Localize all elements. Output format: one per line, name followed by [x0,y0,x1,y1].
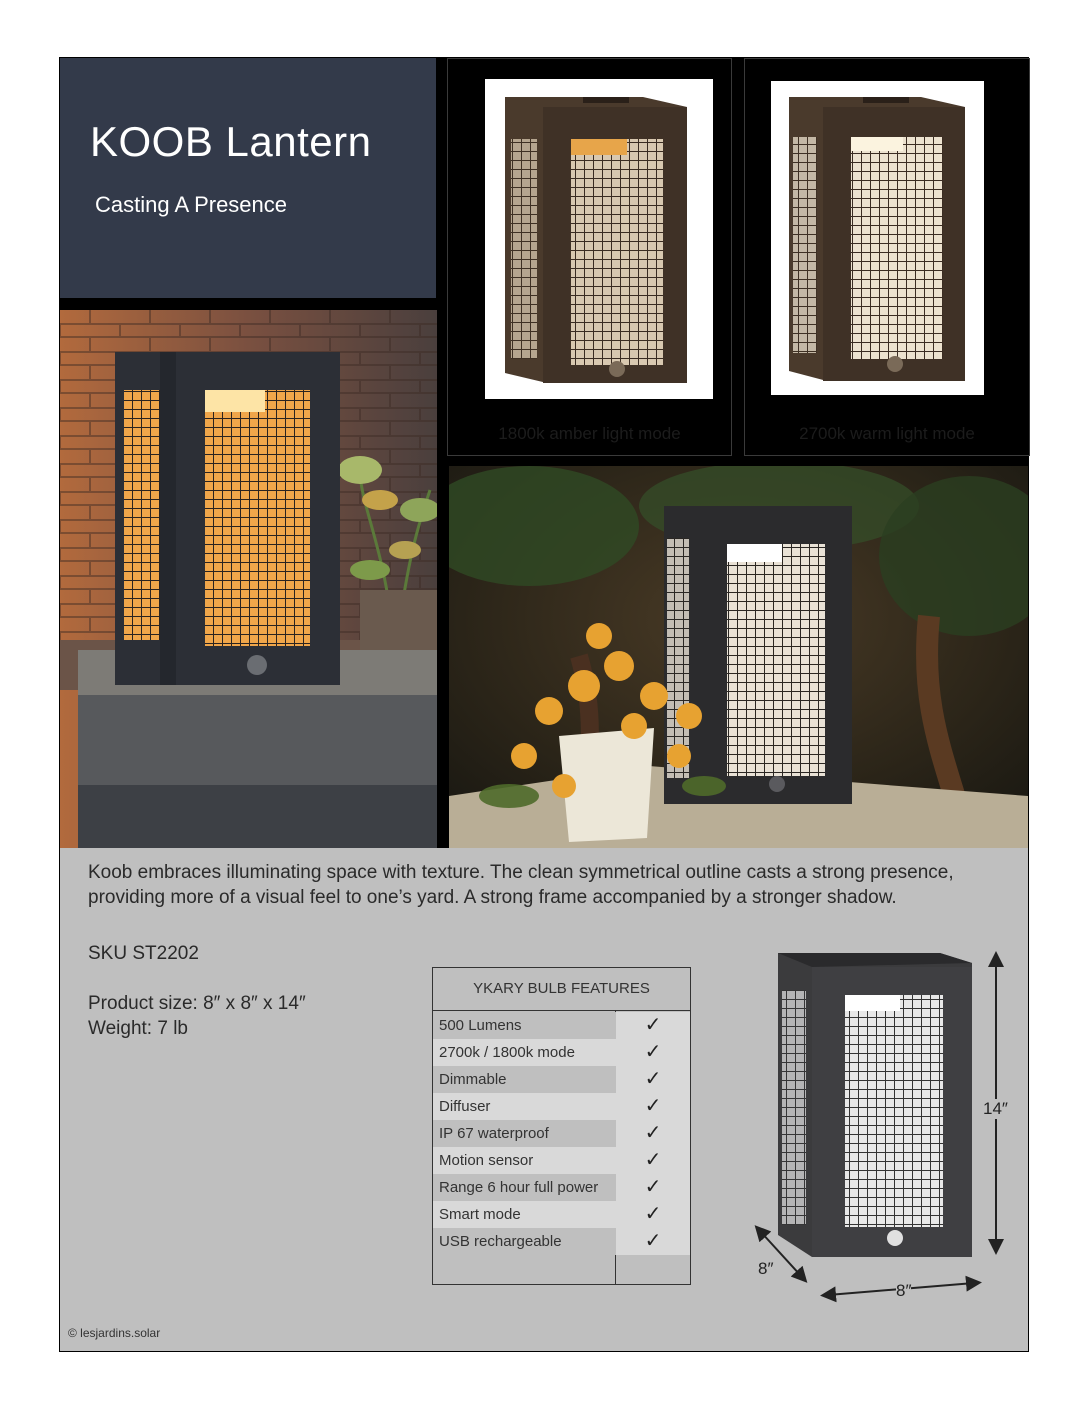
table-row [433,1174,690,1201]
weight-text: Weight: 7 lb [88,1018,188,1039]
width-label: 8″ [896,1281,912,1300]
feature-label: USB rechargeable [439,1233,562,1250]
lifestyle-photo-brick [60,310,437,848]
table-row [433,1120,690,1147]
depth-label: 8″ [758,1259,774,1278]
features-table-heading: YKARY BULB FEATURES [433,968,690,1011]
table-row [433,1066,690,1093]
product-size-text: Product size: 8″ x 8″ x 14″ [88,993,306,1014]
copyright-footer: © lesjardins.solar [68,1326,161,1340]
table-row [433,1201,690,1228]
table-row [433,1039,690,1066]
check-icon: ✓ [644,1041,662,1063]
table-row [433,1228,690,1255]
check-icon: ✓ [616,1066,690,1093]
page-subtitle: Casting A Presence [95,192,288,217]
check-icon: ✓ [616,1012,690,1039]
feature-label: Diffuser [439,1098,491,1115]
sku-text: SKU ST2202 [88,943,199,964]
thumbnail-caption-warm: 2700k warm light mode [799,424,975,443]
page-title: KOOB Lantern [90,118,372,165]
feature-label: Smart mode [439,1206,521,1223]
amber-lantern-image [485,79,713,399]
feature-label: Range 6 hour full power [439,1179,599,1196]
product-description: Koob embraces illuminating space with texture. The clean symmetrical outline casts a strong presence, providing more of a visual feel to one’s yard. A strong frame accompanied by a stronger shadow. [88,862,954,908]
table-row [433,1093,690,1120]
feature-label: 2700k / 1800k mode [439,1044,575,1061]
dimension-diagram [750,945,1025,1305]
table-row [433,1012,690,1039]
feature-label: Motion sensor [439,1152,534,1169]
title-panel [60,58,436,298]
check-icon: ✓ [644,1095,662,1117]
table-row [433,1147,690,1174]
feature-label: Dimmable [439,1071,507,1088]
feature-label: 500 Lumens [439,1017,522,1034]
warm-lantern-image [771,81,984,395]
lifestyle-photo-garden [449,466,1028,848]
features-table [432,967,691,1285]
thumbnail-amber [447,58,732,456]
check-icon: ✓ [644,1149,662,1171]
check-icon: ✓ [644,1203,662,1225]
thumbnail-warm [744,58,1030,456]
check-icon: ✓ [616,1120,690,1147]
thumbnail-caption-amber: 1800k amber light mode [498,424,681,443]
check-icon: ✓ [616,1228,690,1255]
feature-label: IP 67 waterproof [439,1125,549,1142]
height-label: 14″ [983,1099,1008,1118]
check-icon: ✓ [616,1174,690,1201]
